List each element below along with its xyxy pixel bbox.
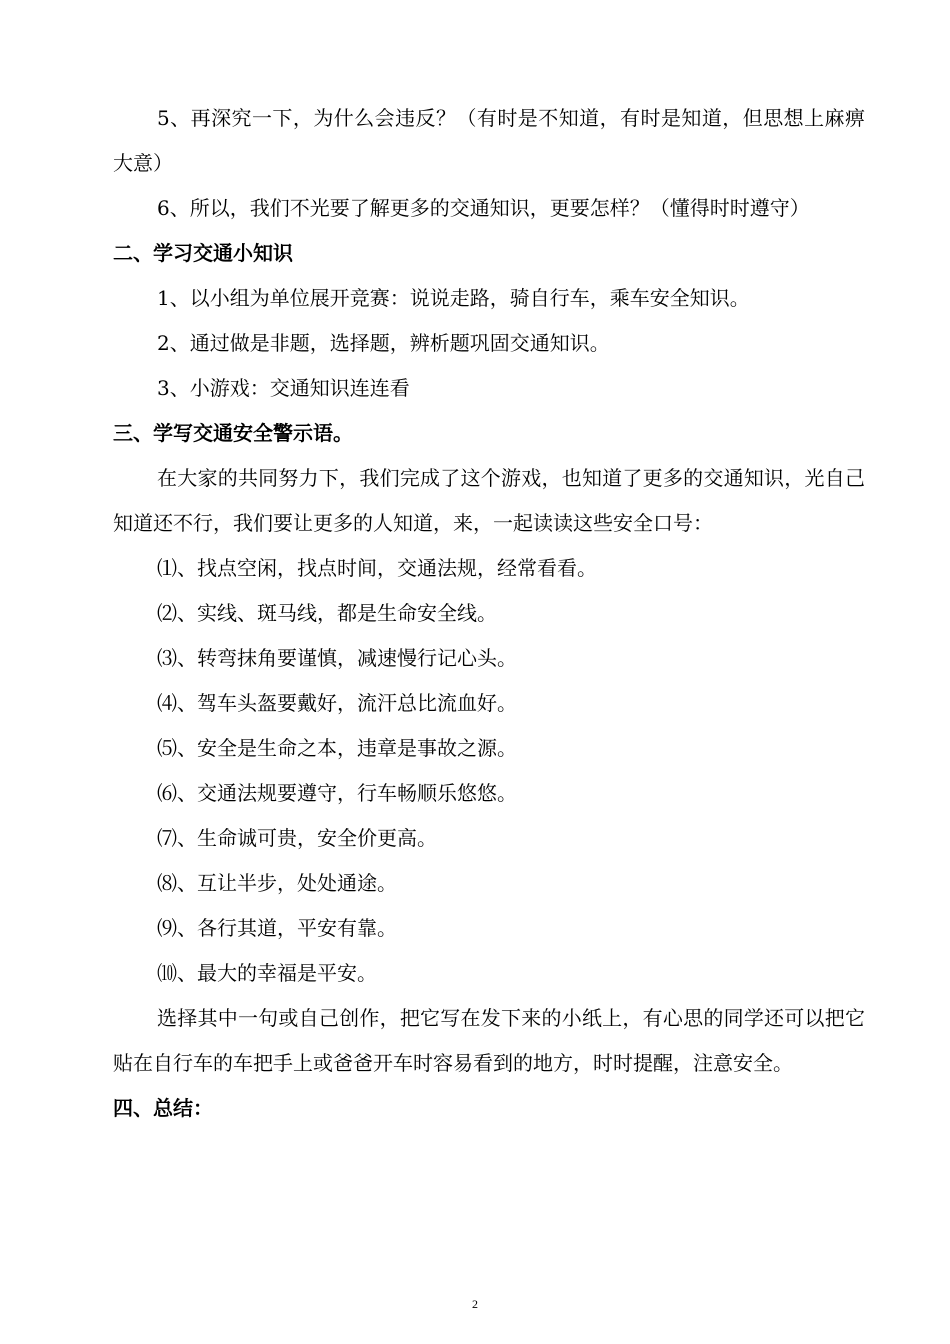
list-item: 2、通过做是非题，选择题，辨析题巩固交通知识。 bbox=[157, 331, 610, 355]
slogan-item: ⑸、安全是生命之本，违章是事故之源。 bbox=[157, 736, 517, 760]
page-number: 2 bbox=[472, 1297, 478, 1311]
paragraph-intro-slogans: 在大家的共同努力下，我们完成了这个游戏，也知道了更多的交通知识，光自己知道还不行，我们要让更多的人知道，来，一起读读这些安全口号： bbox=[113, 466, 865, 535]
slogan-item: ⑴、找点空闲，找点时间，交通法规，经常看看。 bbox=[157, 556, 597, 580]
slogan-item: ⑷、驾车头盔要戴好，流汗总比流血好。 bbox=[157, 691, 517, 715]
slogan-item: ⑶、转弯抹角要谨慎，减速慢行记心头。 bbox=[157, 646, 517, 670]
section-heading-4: 四、总结： bbox=[113, 1096, 213, 1120]
slogan-item: ⑹、交通法规要遵守，行车畅顺乐悠悠。 bbox=[157, 781, 517, 805]
slogan-item: ⑵、实线、斑马线，都是生命安全线。 bbox=[157, 601, 497, 625]
slogan-item: ⑺、生命诚可贵，安全价更高。 bbox=[157, 826, 437, 850]
list-item: 1、以小组为单位展开竞赛：说说走路，骑自行车，乘车安全知识。 bbox=[157, 286, 750, 310]
list-item: 3、小游戏：交通知识连连看 bbox=[157, 376, 410, 400]
paragraph-item-6: 6、所以，我们不光要了解更多的交通知识，更要怎样？（懂得时时遵守） bbox=[157, 196, 810, 220]
paragraph-item-5: 5、再深究一下，为什么会违反？（有时是不知道，有时是知道，但思想上麻痹大意） bbox=[113, 106, 865, 175]
document-body bbox=[113, 96, 865, 1131]
slogan-item: ⑻、互让半步，处处通途。 bbox=[157, 871, 397, 895]
slogan-item: ⑼、各行其道，平安有靠。 bbox=[157, 916, 397, 940]
section-heading-3: 三、学写交通安全警示语。 bbox=[113, 421, 353, 445]
section-heading-2: 二、学习交通小知识 bbox=[113, 241, 293, 265]
slogan-item: ⑽、最大的幸福是平安。 bbox=[157, 961, 377, 985]
paragraph-instructions: 选择其中一句或自己创作，把它写在发下来的小纸上，有心思的同学还可以把它贴在自行车的车把手上或爸爸开车时容易看到的地方，时时提醒，注意安全。 bbox=[113, 1006, 865, 1075]
